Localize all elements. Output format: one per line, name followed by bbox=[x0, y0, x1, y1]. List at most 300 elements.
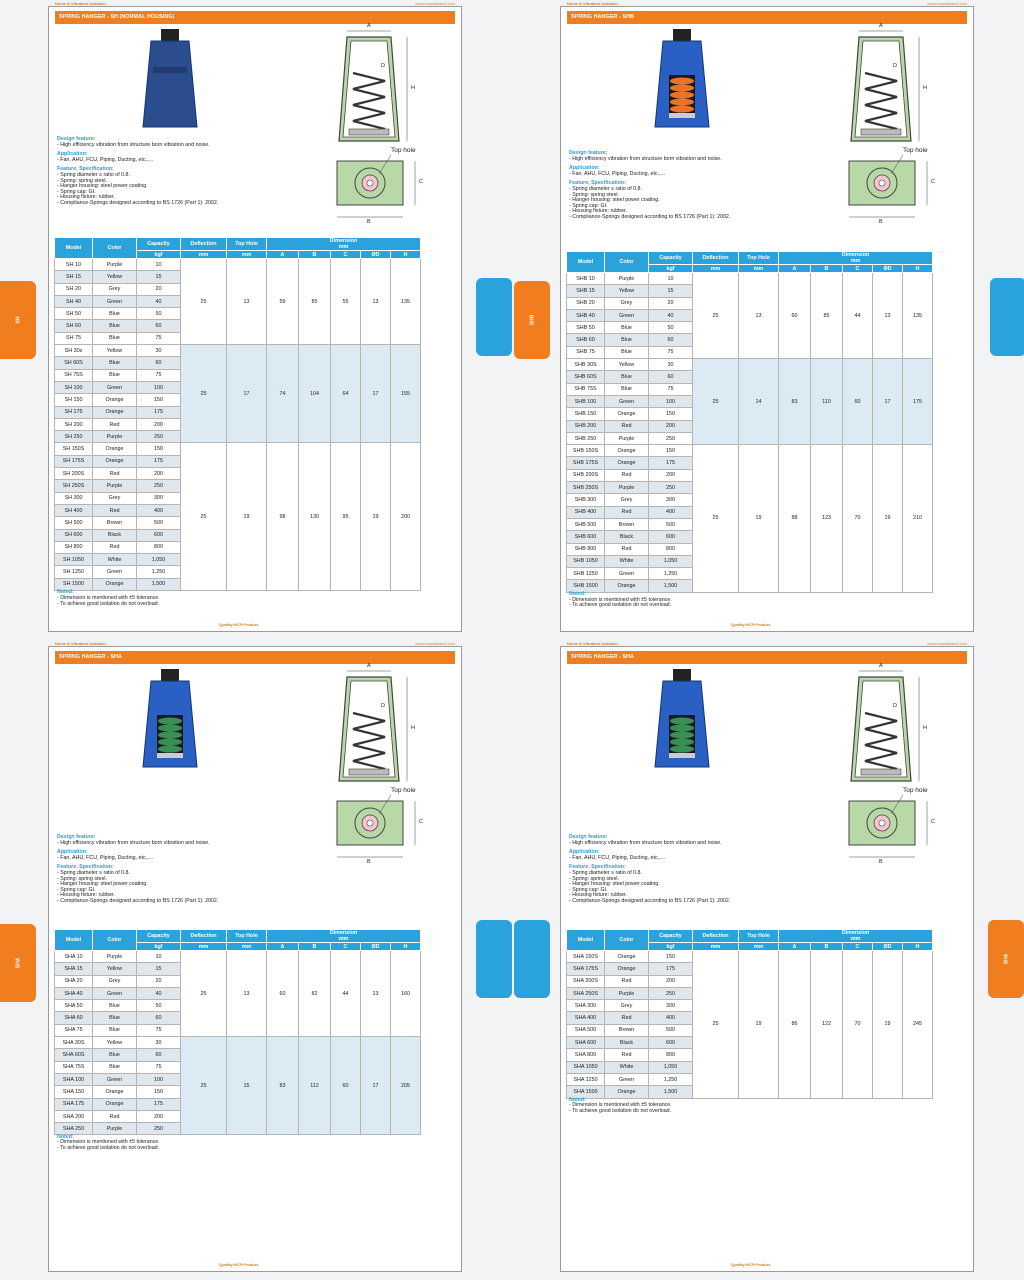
cell: 20 bbox=[137, 975, 181, 987]
cell: Orange bbox=[605, 457, 649, 469]
section-tab[interactable] bbox=[0, 924, 36, 1002]
cell: SH 300 bbox=[55, 492, 93, 504]
cell: 10 bbox=[137, 951, 181, 963]
group-value: 25 bbox=[693, 951, 739, 1099]
col-subheader: B bbox=[299, 251, 331, 259]
cell: 400 bbox=[137, 504, 181, 516]
dimension-label: D bbox=[893, 63, 897, 69]
dimension-label: A bbox=[367, 23, 371, 29]
cell: 250 bbox=[649, 482, 693, 494]
cell: Blue bbox=[93, 320, 137, 332]
cell: SHB 40 bbox=[567, 309, 605, 321]
cell: 30 bbox=[137, 345, 181, 357]
cell: SH 500 bbox=[55, 517, 93, 529]
spec-line: - Spring cap: GI. bbox=[57, 886, 96, 893]
side-tab[interactable] bbox=[990, 278, 1024, 356]
cell: SH 400 bbox=[55, 504, 93, 516]
catalog-sheet bbox=[0, 0, 512, 640]
cell: Grey bbox=[93, 283, 137, 295]
col-subheader: A bbox=[267, 251, 299, 259]
col-header-model: Model bbox=[567, 252, 605, 273]
notes-block bbox=[57, 1135, 160, 1152]
catalog-sheet bbox=[512, 640, 1024, 1280]
cell: Red bbox=[605, 975, 649, 987]
cell: SHB 15 bbox=[567, 285, 605, 297]
spec-line: Design feature: bbox=[57, 136, 96, 142]
spec-line: - Fan, AHU, FCU, Piping, Ducting, etc.,... bbox=[57, 854, 153, 861]
col-subheader: mm bbox=[739, 943, 779, 951]
spec-line: Application: bbox=[569, 165, 600, 172]
spec-line: - Spring diameter ≥ ratio of 0.8. bbox=[57, 869, 130, 876]
cell: 300 bbox=[649, 494, 693, 506]
cell: SH 15 bbox=[55, 271, 93, 283]
dimension-title: Dimension bbox=[329, 930, 358, 936]
cell: 500 bbox=[649, 1024, 693, 1036]
group-value: 95 bbox=[331, 443, 361, 591]
datasheet-page bbox=[48, 641, 462, 1272]
cell: Orange bbox=[605, 408, 649, 420]
dimension-label: H bbox=[411, 85, 415, 91]
cell: Orange bbox=[93, 455, 137, 467]
cell: Red bbox=[93, 418, 137, 430]
group-value: 19 bbox=[361, 443, 391, 591]
col-header-deflection: Deflection bbox=[693, 930, 739, 943]
cell: SHB 250S bbox=[567, 482, 605, 494]
cell: Green bbox=[93, 1073, 137, 1085]
group-value: 88 bbox=[779, 445, 811, 593]
group-value: 25 bbox=[181, 443, 227, 591]
cell: SHB 300 bbox=[567, 494, 605, 506]
cell: 150 bbox=[137, 443, 181, 455]
group-value: 19 bbox=[227, 443, 267, 591]
section-tab[interactable] bbox=[988, 920, 1024, 998]
section-tab[interactable] bbox=[0, 281, 36, 359]
header-left: Noise & Vibration Isolation bbox=[55, 1, 106, 6]
page-title: SPRING HANGER - SHB bbox=[567, 11, 967, 24]
notes-title: Noted: bbox=[569, 590, 586, 597]
cell: Grey bbox=[93, 492, 137, 504]
cell: 30 bbox=[137, 1037, 181, 1049]
footer-text: Quality HCP Product bbox=[219, 1262, 259, 1267]
cell: SHA 10 bbox=[55, 951, 93, 963]
spec-line: Application: bbox=[57, 849, 88, 856]
cell: 15 bbox=[137, 271, 181, 283]
cell: 50 bbox=[137, 1000, 181, 1012]
col-header-model: Model bbox=[55, 238, 93, 259]
spec-line: - Compliance-Springs designed according to BS 1726 (Part 1): 2002. bbox=[57, 897, 219, 904]
cell: Grey bbox=[605, 297, 649, 309]
cell: SHA 300 bbox=[567, 1000, 605, 1012]
spec-table bbox=[54, 929, 421, 1135]
col-subheader: mm bbox=[693, 943, 739, 951]
cell: Red bbox=[605, 469, 649, 481]
table-row bbox=[55, 951, 421, 963]
cell: 75 bbox=[649, 346, 693, 358]
cell: 15 bbox=[649, 285, 693, 297]
group-value: 64 bbox=[331, 345, 361, 443]
cell: 30 bbox=[649, 359, 693, 371]
spec-line: - Housing fixture: rubber. bbox=[569, 892, 627, 899]
col-header-top-hole: Top Hole bbox=[739, 252, 779, 265]
dimension-label: C bbox=[931, 819, 935, 825]
col-subheader: kgf bbox=[137, 943, 181, 951]
dimension-label: D bbox=[893, 703, 897, 709]
notes-line: - Dimension is mentioned with ±5 tolerance. bbox=[57, 594, 160, 601]
spec-line: - Fan, AHU, FCU, Piping, Ducting, etc.,... bbox=[57, 156, 153, 163]
cell: Blue bbox=[605, 371, 649, 383]
group-value: 83 bbox=[267, 1037, 299, 1135]
cell: 800 bbox=[649, 543, 693, 555]
dimension-unit: mm bbox=[338, 244, 349, 250]
datasheet-page bbox=[560, 1, 974, 632]
table-row bbox=[567, 273, 933, 285]
plan-view-drawing bbox=[329, 781, 429, 871]
cell: Purple bbox=[93, 951, 137, 963]
group-value: 19 bbox=[873, 445, 903, 593]
cell: SHB 150S bbox=[567, 445, 605, 457]
cell: Orange bbox=[605, 445, 649, 457]
cell: SHA 150S bbox=[567, 951, 605, 963]
header-right: www.hvaclabtech.com bbox=[415, 641, 455, 646]
cell: SH 10 bbox=[55, 259, 93, 271]
cell: SHB 75S bbox=[567, 383, 605, 395]
cell: SHA 1250 bbox=[567, 1073, 605, 1085]
spec-line: Design feature: bbox=[569, 834, 608, 840]
cell: Red bbox=[605, 506, 649, 518]
group-value: 25 bbox=[181, 1037, 227, 1135]
group-value: 17 bbox=[361, 1037, 391, 1135]
catalog-sheet bbox=[0, 640, 512, 1280]
cell: SHB 200S bbox=[567, 469, 605, 481]
cell: 200 bbox=[649, 469, 693, 481]
col-subheader: H bbox=[903, 265, 933, 273]
spec-line: Feature, Specification: bbox=[569, 180, 626, 187]
dimension-label: C bbox=[931, 179, 935, 185]
cell: 75 bbox=[137, 1024, 181, 1036]
cell: 250 bbox=[137, 1123, 181, 1135]
cell: SHA 800 bbox=[567, 1049, 605, 1061]
cell: Yellow bbox=[93, 345, 137, 357]
group-value: 55 bbox=[331, 259, 361, 345]
cell: Blue bbox=[93, 1012, 137, 1024]
col-subheader: kgf bbox=[137, 251, 181, 259]
cell: Blue bbox=[605, 383, 649, 395]
cell: 1,500 bbox=[649, 580, 693, 592]
specification-block bbox=[569, 835, 829, 905]
notes-line: - To achieve good isolation do not overload. bbox=[569, 602, 672, 609]
cell: Brown bbox=[605, 518, 649, 530]
group-value: 135 bbox=[391, 259, 421, 345]
group-value: 82 bbox=[299, 951, 331, 1037]
cell: 75 bbox=[649, 383, 693, 395]
cell: SHA 200 bbox=[55, 1110, 93, 1122]
cell: Green bbox=[605, 309, 649, 321]
dimension-label: C bbox=[419, 819, 423, 825]
cell: 50 bbox=[137, 308, 181, 320]
spec-line: - Housing fixture: rubber. bbox=[57, 892, 115, 899]
dimension-label: B bbox=[367, 219, 371, 225]
group-value: 13 bbox=[227, 259, 267, 345]
cell: 1,050 bbox=[649, 1061, 693, 1073]
cell: 20 bbox=[137, 283, 181, 295]
header-right: www.hvaclabtech.com bbox=[927, 641, 967, 646]
spec-table bbox=[54, 237, 421, 591]
cell: 200 bbox=[649, 975, 693, 987]
cell: 150 bbox=[649, 445, 693, 457]
spec-line: Application: bbox=[57, 151, 88, 158]
cell: SH 50 bbox=[55, 308, 93, 320]
spec-line: - Spring diameter ≥ ratio of 0.8. bbox=[569, 869, 642, 876]
cell: SHA 175 bbox=[55, 1098, 93, 1110]
col-subheader: ØD bbox=[361, 251, 391, 259]
col-subheader: mm bbox=[181, 251, 227, 259]
dimension-label: A bbox=[879, 23, 883, 29]
col-subheader: A bbox=[779, 265, 811, 273]
plan-view-drawing bbox=[329, 141, 429, 231]
specification-block bbox=[569, 151, 829, 221]
cell: 800 bbox=[137, 541, 181, 553]
cell: Purple bbox=[93, 259, 137, 271]
cell: White bbox=[605, 1061, 649, 1073]
group-value: 210 bbox=[903, 445, 933, 593]
group-value: 86 bbox=[779, 951, 811, 1099]
spec-line: Application: bbox=[569, 849, 600, 856]
group-value: 200 bbox=[391, 443, 421, 591]
cell: Blue bbox=[93, 1049, 137, 1061]
group-value: 25 bbox=[693, 273, 739, 359]
datasheet-page bbox=[48, 1, 462, 632]
table-row bbox=[55, 345, 421, 357]
cell: SHB 75 bbox=[567, 346, 605, 358]
col-header-capacity: Capacity bbox=[137, 930, 181, 943]
side-tab[interactable] bbox=[476, 920, 512, 998]
cell: SHB 30S bbox=[567, 359, 605, 371]
header-right: www.hvaclabtech.com bbox=[927, 1, 967, 6]
cell: SHA 400 bbox=[567, 1012, 605, 1024]
col-subheader: H bbox=[903, 943, 933, 951]
group-value: 25 bbox=[181, 951, 227, 1037]
cell: 150 bbox=[137, 394, 181, 406]
cell: 40 bbox=[137, 295, 181, 307]
cell: SHB 250 bbox=[567, 432, 605, 444]
cell: Green bbox=[605, 568, 649, 580]
cell: SH 250 bbox=[55, 431, 93, 443]
cell: SHB 20 bbox=[567, 297, 605, 309]
cell: 175 bbox=[137, 455, 181, 467]
spec-line: - High efficiency vibration from structure born vibration and noise. bbox=[569, 839, 722, 846]
cell: Red bbox=[605, 543, 649, 555]
side-tab[interactable] bbox=[514, 920, 550, 998]
cell: 175 bbox=[649, 963, 693, 975]
cell: 600 bbox=[649, 1037, 693, 1049]
cell: Purple bbox=[93, 431, 137, 443]
footer-text: Quality HCP Product bbox=[219, 622, 259, 627]
footer-text: Quality HCP Product bbox=[731, 1262, 771, 1267]
spec-line: - Hanger housing: steel power coating. bbox=[57, 881, 148, 888]
page-title: SPRING HANGER - SHA bbox=[55, 651, 455, 664]
cell: 500 bbox=[649, 518, 693, 530]
col-header-capacity: Capacity bbox=[649, 252, 693, 265]
cell: 60 bbox=[649, 371, 693, 383]
cell: Yellow bbox=[93, 1037, 137, 1049]
cell: SH 200 bbox=[55, 418, 93, 430]
col-subheader: B bbox=[811, 265, 843, 273]
cell: Black bbox=[605, 531, 649, 543]
group-value: 85 bbox=[299, 259, 331, 345]
cell: SH 250S bbox=[55, 480, 93, 492]
col-subheader: ØD bbox=[873, 265, 903, 273]
col-subheader: kgf bbox=[649, 265, 693, 273]
section-tab-label: SHB bbox=[529, 314, 535, 326]
cell: SHB 60S bbox=[567, 371, 605, 383]
cell: 1,250 bbox=[649, 568, 693, 580]
cell: 100 bbox=[137, 1073, 181, 1085]
table-row bbox=[55, 1037, 421, 1049]
cell: Black bbox=[605, 1037, 649, 1049]
cell: Orange bbox=[605, 951, 649, 963]
catalog-sheet bbox=[512, 0, 1024, 640]
group-value: 175 bbox=[903, 359, 933, 445]
notes-line: - Dimension is mentioned with ±5 tolerance. bbox=[57, 1139, 160, 1146]
col-header-dimension bbox=[267, 930, 421, 943]
group-value: 70 bbox=[843, 445, 873, 593]
section-tab[interactable] bbox=[514, 281, 550, 359]
group-value: 112 bbox=[299, 1037, 331, 1135]
cell: Green bbox=[605, 395, 649, 407]
side-tab[interactable] bbox=[476, 278, 512, 356]
dimension-label: H bbox=[411, 725, 415, 731]
cell: SHA 60S bbox=[55, 1049, 93, 1061]
col-subheader: B bbox=[811, 943, 843, 951]
cell: Orange bbox=[93, 394, 137, 406]
col-header-model: Model bbox=[567, 930, 605, 951]
group-value: 60 bbox=[267, 951, 299, 1037]
page-title: SPRING HANGER - SH (NORMAL HOUSING) bbox=[55, 11, 455, 24]
cell: 60 bbox=[137, 1012, 181, 1024]
col-header-dimension bbox=[779, 252, 933, 265]
cell: 200 bbox=[137, 468, 181, 480]
group-value: 160 bbox=[391, 951, 421, 1037]
section-tab-label: SHA bbox=[1003, 953, 1009, 965]
col-subheader: H bbox=[391, 943, 421, 951]
spec-line: - Spring diameter ≥ ratio of 0.8. bbox=[57, 171, 130, 178]
spec-line: Design feature: bbox=[57, 834, 96, 840]
cell: 60 bbox=[649, 334, 693, 346]
cell: Yellow bbox=[605, 359, 649, 371]
cell: 1,500 bbox=[649, 1086, 693, 1098]
cell: SHA 1050 bbox=[567, 1061, 605, 1073]
cell: 100 bbox=[649, 395, 693, 407]
cell: SHB 50 bbox=[567, 322, 605, 334]
cell: SHB 400 bbox=[567, 506, 605, 518]
group-value: 85 bbox=[811, 273, 843, 359]
col-subheader: ØD bbox=[361, 943, 391, 951]
col-subheader: mm bbox=[227, 943, 267, 951]
cell: SHA 250S bbox=[567, 987, 605, 999]
cell: SH 100 bbox=[55, 381, 93, 393]
cell: SHA 1500 bbox=[567, 1086, 605, 1098]
cell: 75 bbox=[137, 332, 181, 344]
col-header-capacity: Capacity bbox=[649, 930, 693, 943]
cell: 600 bbox=[649, 531, 693, 543]
cell: 100 bbox=[137, 381, 181, 393]
col-header-dimension bbox=[267, 238, 421, 251]
cell: Red bbox=[93, 468, 137, 480]
cell: Green bbox=[93, 381, 137, 393]
dimension-label: B bbox=[879, 859, 883, 865]
col-header-capacity: Capacity bbox=[137, 238, 181, 251]
spec-line: - Hanger housing: steel power coating. bbox=[57, 183, 148, 190]
group-value: 130 bbox=[299, 443, 331, 591]
cell: SH 30s bbox=[55, 345, 93, 357]
dimension-label: H bbox=[923, 725, 927, 731]
group-value: 25 bbox=[181, 345, 227, 443]
group-value: 17 bbox=[227, 345, 267, 443]
cell: 150 bbox=[649, 408, 693, 420]
group-value: 44 bbox=[843, 273, 873, 359]
col-subheader: kgf bbox=[649, 943, 693, 951]
group-value: 13 bbox=[227, 951, 267, 1037]
cell: SHA 20 bbox=[55, 975, 93, 987]
group-value: 205 bbox=[391, 1037, 421, 1135]
cell: 1,250 bbox=[137, 566, 181, 578]
col-subheader: B bbox=[299, 943, 331, 951]
section-tab-label: SHA bbox=[15, 957, 21, 969]
cell: 60 bbox=[137, 320, 181, 332]
dimension-label: B bbox=[367, 859, 371, 865]
cell: 400 bbox=[649, 1012, 693, 1024]
spec-line: - Compliance-Springs designed according to BS 1726 (Part 1): 2002. bbox=[569, 213, 731, 220]
col-header-deflection: Deflection bbox=[693, 252, 739, 265]
plan-view-drawing bbox=[841, 781, 941, 871]
cell: Orange bbox=[605, 963, 649, 975]
cell: Green bbox=[93, 295, 137, 307]
cell: 60 bbox=[137, 1049, 181, 1061]
col-header-top-hole: Top Hole bbox=[227, 930, 267, 943]
cell: SH 175 bbox=[55, 406, 93, 418]
notes-line: - Dimension is mentioned with ±5 tolerance. bbox=[569, 1102, 672, 1109]
cell: Orange bbox=[605, 580, 649, 592]
cell: Red bbox=[605, 1049, 649, 1061]
group-value: 98 bbox=[267, 443, 299, 591]
cell: Grey bbox=[605, 1000, 649, 1012]
cell: 600 bbox=[137, 529, 181, 541]
cell: 10 bbox=[649, 273, 693, 285]
spec-line: - Fan, AHU, FCU, Piping, Ducting, etc.,... bbox=[569, 854, 665, 861]
cell: SH 150S bbox=[55, 443, 93, 455]
dimension-unit: mm bbox=[850, 936, 861, 942]
dimension-label: C bbox=[419, 179, 423, 185]
cell: Brown bbox=[93, 517, 137, 529]
cell: SH 200S bbox=[55, 468, 93, 480]
cell: Purple bbox=[93, 480, 137, 492]
cell: Blue bbox=[93, 369, 137, 381]
cell: SH 800 bbox=[55, 541, 93, 553]
spec-line: - Spring cap: GI. bbox=[569, 202, 608, 209]
cell: Blue bbox=[93, 1024, 137, 1036]
cell: Blue bbox=[605, 322, 649, 334]
cell: 500 bbox=[137, 517, 181, 529]
notes-block bbox=[57, 590, 160, 607]
cell: SH 600 bbox=[55, 529, 93, 541]
cell: Purple bbox=[605, 273, 649, 285]
cell: Brown bbox=[605, 1024, 649, 1036]
group-value: 70 bbox=[843, 951, 873, 1099]
cell: SHA 250 bbox=[55, 1123, 93, 1135]
dimension-unit: mm bbox=[850, 258, 861, 264]
cell: 250 bbox=[649, 987, 693, 999]
top-hole-label: Top hole bbox=[391, 787, 416, 794]
